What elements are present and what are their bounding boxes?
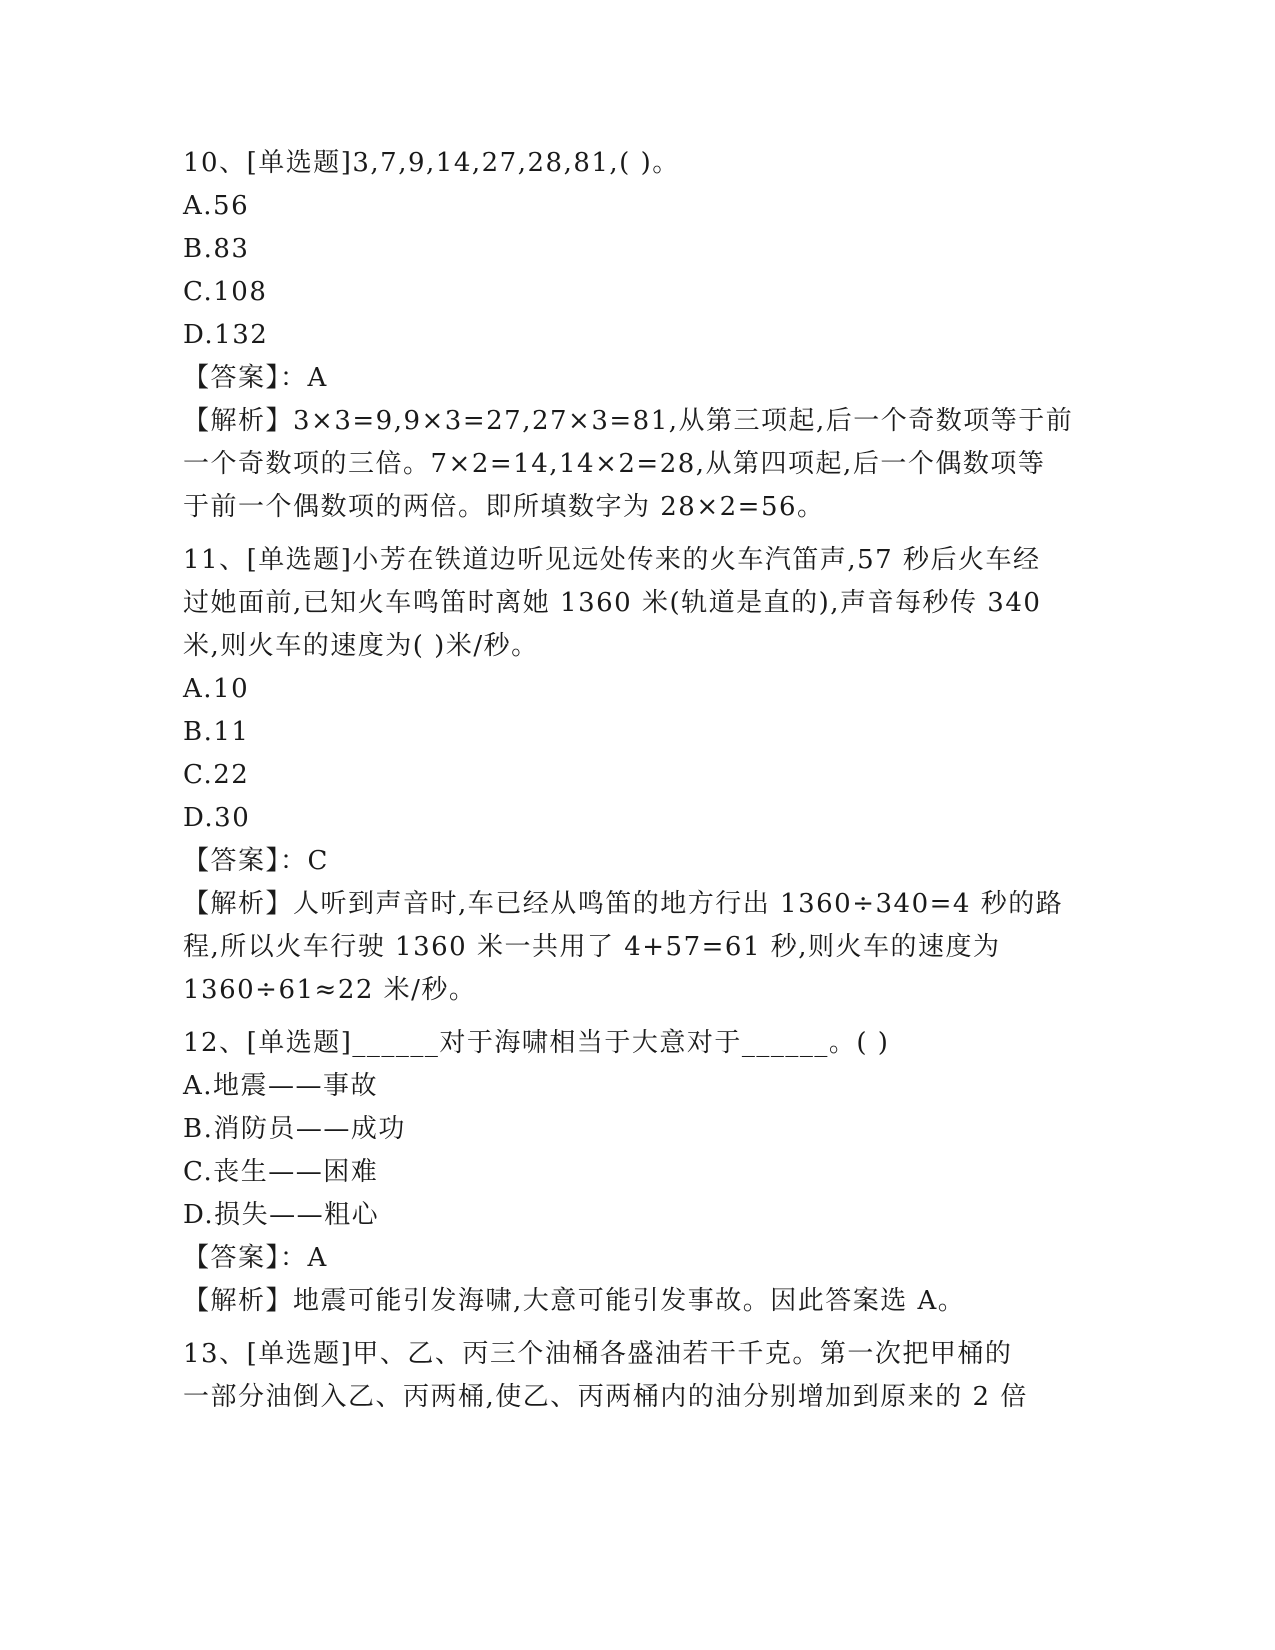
- analysis-line: 一个奇数项的三倍。7×2=14,14×2=28,从第四项起,后一个偶数项等: [183, 449, 1046, 479]
- analysis-line: 【解析】3×3=9,9×3=27,27×3=81,从第三项起,后一个奇数项等于前: [183, 406, 1074, 436]
- answer: 【答案】：A: [183, 363, 328, 393]
- answer: 【答案】：C: [183, 846, 329, 876]
- analysis-line: 【解析】人听到声音时,车已经从鸣笛的地方行出 1360÷340=4 秒的路: [183, 889, 1064, 919]
- analysis-line: 于前一个偶数项的两倍。即所填数字为 28×2=56。: [183, 492, 825, 522]
- option-d: D.损失——粗心: [183, 1200, 380, 1230]
- question-stem: 12、[单选题]______对于海啸相当于大意对于______。( ): [183, 1028, 890, 1058]
- option-d: D.132: [183, 320, 269, 350]
- option-a: A.56: [183, 191, 250, 221]
- analysis-line: 程,所以火车行驶 1360 米一共用了 4+57=61 秒,则火车的速度为: [183, 932, 1001, 962]
- question-13: [183, 1333, 1083, 1419]
- question-stem: 一部分油倒入乙、丙两桶,使乙、丙两桶内的油分别增加到原来的 2 倍: [183, 1382, 1028, 1412]
- question-12: [183, 1022, 1083, 1323]
- question-stem: 过她面前,已知火车鸣笛时离她 1360 米(轨道是直的),声音每秒传 340: [183, 588, 1042, 618]
- question-stem: 13、[单选题]甲、乙、丙三个油桶各盛油若干千克。第一次把甲桶的: [183, 1339, 1013, 1369]
- analysis-line: 1360÷61≈22 米/秒。: [183, 975, 477, 1005]
- option-b: B.11: [183, 717, 250, 747]
- option-b: B.83: [183, 234, 250, 264]
- question-11: [183, 539, 1083, 1012]
- option-b: B.消防员——成功: [183, 1114, 406, 1144]
- option-c: C.丧生——困难: [183, 1157, 379, 1187]
- option-c: C.22: [183, 760, 250, 790]
- question-stem: 11、[单选题]小芳在铁道边听见远处传来的火车汽笛声,57 秒后火车经: [183, 545, 1041, 575]
- option-a: A.地震——事故: [183, 1071, 379, 1101]
- analysis-line: 【解析】地震可能引发海啸,大意可能引发事故。因此答案选 A。: [183, 1286, 966, 1316]
- answer: 【答案】：A: [183, 1243, 328, 1273]
- option-d: D.30: [183, 803, 251, 833]
- question-stem: 10、[单选题]3,7,9,14,27,28,81,( )。: [183, 148, 680, 178]
- document-page: [183, 142, 1083, 1419]
- option-c: C.108: [183, 277, 268, 307]
- question-10: [183, 142, 1083, 529]
- option-a: A.10: [183, 674, 250, 704]
- question-stem: 米,则火车的速度为( )米/秒。: [183, 631, 539, 661]
